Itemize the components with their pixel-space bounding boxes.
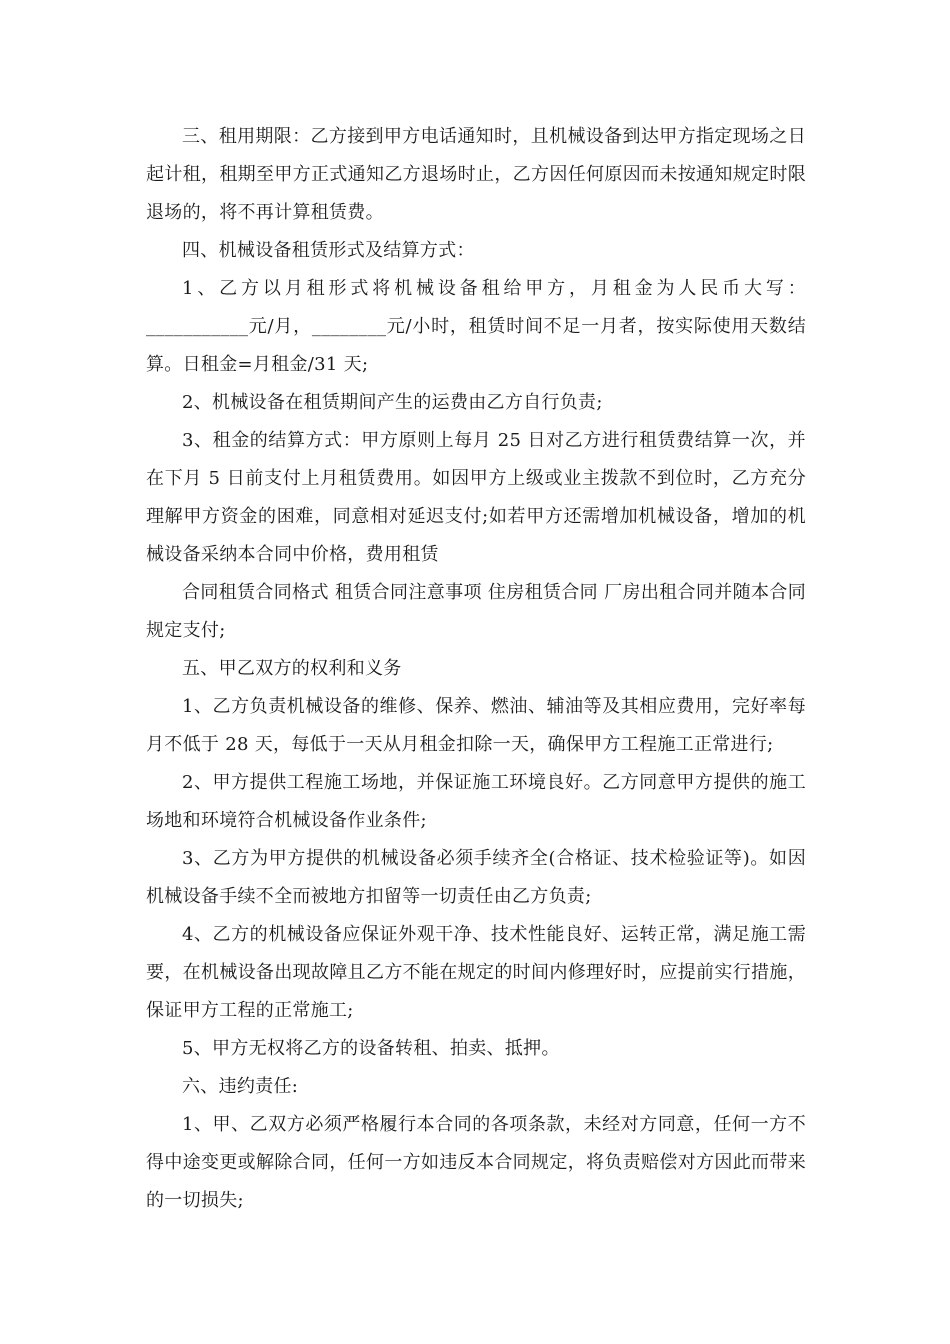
clause-5-item-4: 4、乙方的机械设备应保证外观干净、技术性能良好、运转正常，满足施工需要，在机械设备出现故障且乙方不能在规定的时间内修理好时，应提前实行措施，保证甲方工程的正常施工; <box>146 924 806 1021</box>
clause-5-item-1: 1、乙方负责机械设备的维修、保养、燃油、辅油等及其相应费用，完好率每月不低于 28 天，每低于一天从月租金扣除一天，确保甲方工程施工正常进行; <box>146 696 806 755</box>
clause-4-item-3: 3、租金的结算方式：甲方原则上每月 25 日对乙方进行租赁费结算一次，并在下月 5 日前支付上月租赁费用。如因甲方上级或业主拨款不到位时，乙方充分理解甲方资金的困难，同意相对延迟支付;如若甲方还需增加机械设备，增加的机械设备采纳本合同中价格，费用租赁 <box>146 430 806 565</box>
clause-6-item-1: 1、甲、乙双方必须严格履行本合同的各项条款，未经对方同意，任何一方不得中途变更或解除合同，任何一方如违反本合同规定，将负责赔偿对方因此而带来的一切损失; <box>146 1114 806 1211</box>
clause-3-lease-term: 三、租用期限：乙方接到甲方电话通知时，且机械设备到达甲方指定现场之日起计租，租期至甲方正式通知乙方退场时止，乙方因任何原因而未按通知规定时限退场的，将不再计算租赁费。 <box>146 126 806 223</box>
clause-6-heading: 六、违约责任: <box>182 1076 299 1097</box>
clause-5-item-2: 2、甲方提供工程施工场地，并保证施工环境良好。乙方同意甲方提供的施工场地和环境符合机械设备作业条件; <box>146 772 806 831</box>
clause-4-item-2: 2、机械设备在租赁期间产生的运费由乙方自行负责; <box>182 392 603 413</box>
clause-4-item-1: 1、乙方以月租形式将机械设备租给甲方，月租金为人民币大写：___________元/月，________元/小时，租赁时间不足一月者，按实际使用天数结算。日租金=月租金/31 天; <box>146 278 806 375</box>
clause-4-item-3-continued: 合同租赁合同格式 租赁合同注意事项 住房租赁合同 厂房出租合同并随本合同规定支付; <box>146 582 806 641</box>
clause-5-item-3: 3、乙方为甲方提供的机械设备必须手续齐全(合格证、技术检验证等)。如因机械设备手续不全而被地方扣留等一切责任由乙方负责; <box>146 848 806 907</box>
document-page <box>146 118 806 1220</box>
clause-5-heading: 五、甲乙双方的权利和义务 <box>182 658 402 679</box>
clause-5-item-5: 5、甲方无权将乙方的设备转租、拍卖、抵押。 <box>182 1038 560 1059</box>
clause-4-heading: 四、机械设备租赁形式及结算方式： <box>182 240 475 261</box>
